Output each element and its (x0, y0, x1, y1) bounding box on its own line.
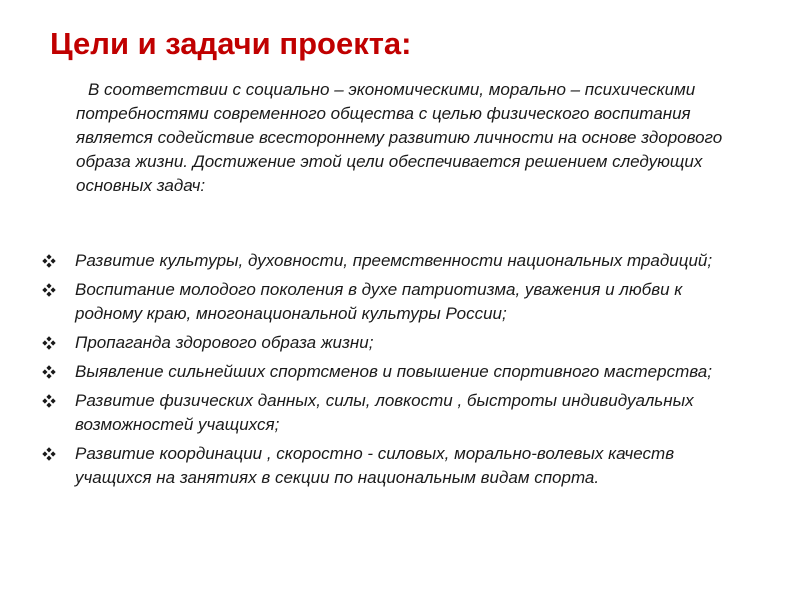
list-item (42, 360, 742, 384)
list-item (42, 389, 742, 437)
list-item (42, 331, 742, 355)
task-list (42, 249, 742, 495)
four-diamond-bullet-icon (42, 249, 75, 273)
four-diamond-bullet-icon (42, 442, 75, 466)
task-text: Развитие координации , скоростно - силовых, морально-волевых качеств учащихся на занятиях в секции по национальным видам спорта. (75, 444, 675, 487)
list-item (42, 249, 742, 273)
four-diamond-bullet-icon (42, 331, 75, 355)
list-item (42, 278, 742, 326)
task-text: Пропаганда здорового образа жизни; (75, 333, 374, 352)
task-text: Выявление сильнейших спортсменов и повышение спортивного мастерства; (75, 362, 712, 381)
four-diamond-bullet-icon (42, 389, 75, 413)
four-diamond-bullet-icon (42, 360, 75, 384)
intro-paragraph: В соответствии с социально – экономическими, морально – психическими потребностями современного общества с целью физического воспитания является содействие всестороннему развитию личности на основе здорового образа жизни. Достижение этой цели обеспечивается решением следующих основных задач: (76, 80, 723, 195)
task-text: Развитие физических данных, силы, ловкости , быстроты индивидуальных возможностей учащихся; (75, 391, 694, 434)
task-text: Воспитание молодого поколения в духе патриотизма, уважения и любви к родному краю, многонациональной культуры России; (75, 280, 683, 323)
slide-title: Цели и задачи проекта: (50, 26, 412, 61)
list-item (42, 442, 742, 490)
task-text: Развитие культуры, духовности, преемственности национальных традиций; (75, 251, 713, 270)
four-diamond-bullet-icon (42, 278, 75, 302)
